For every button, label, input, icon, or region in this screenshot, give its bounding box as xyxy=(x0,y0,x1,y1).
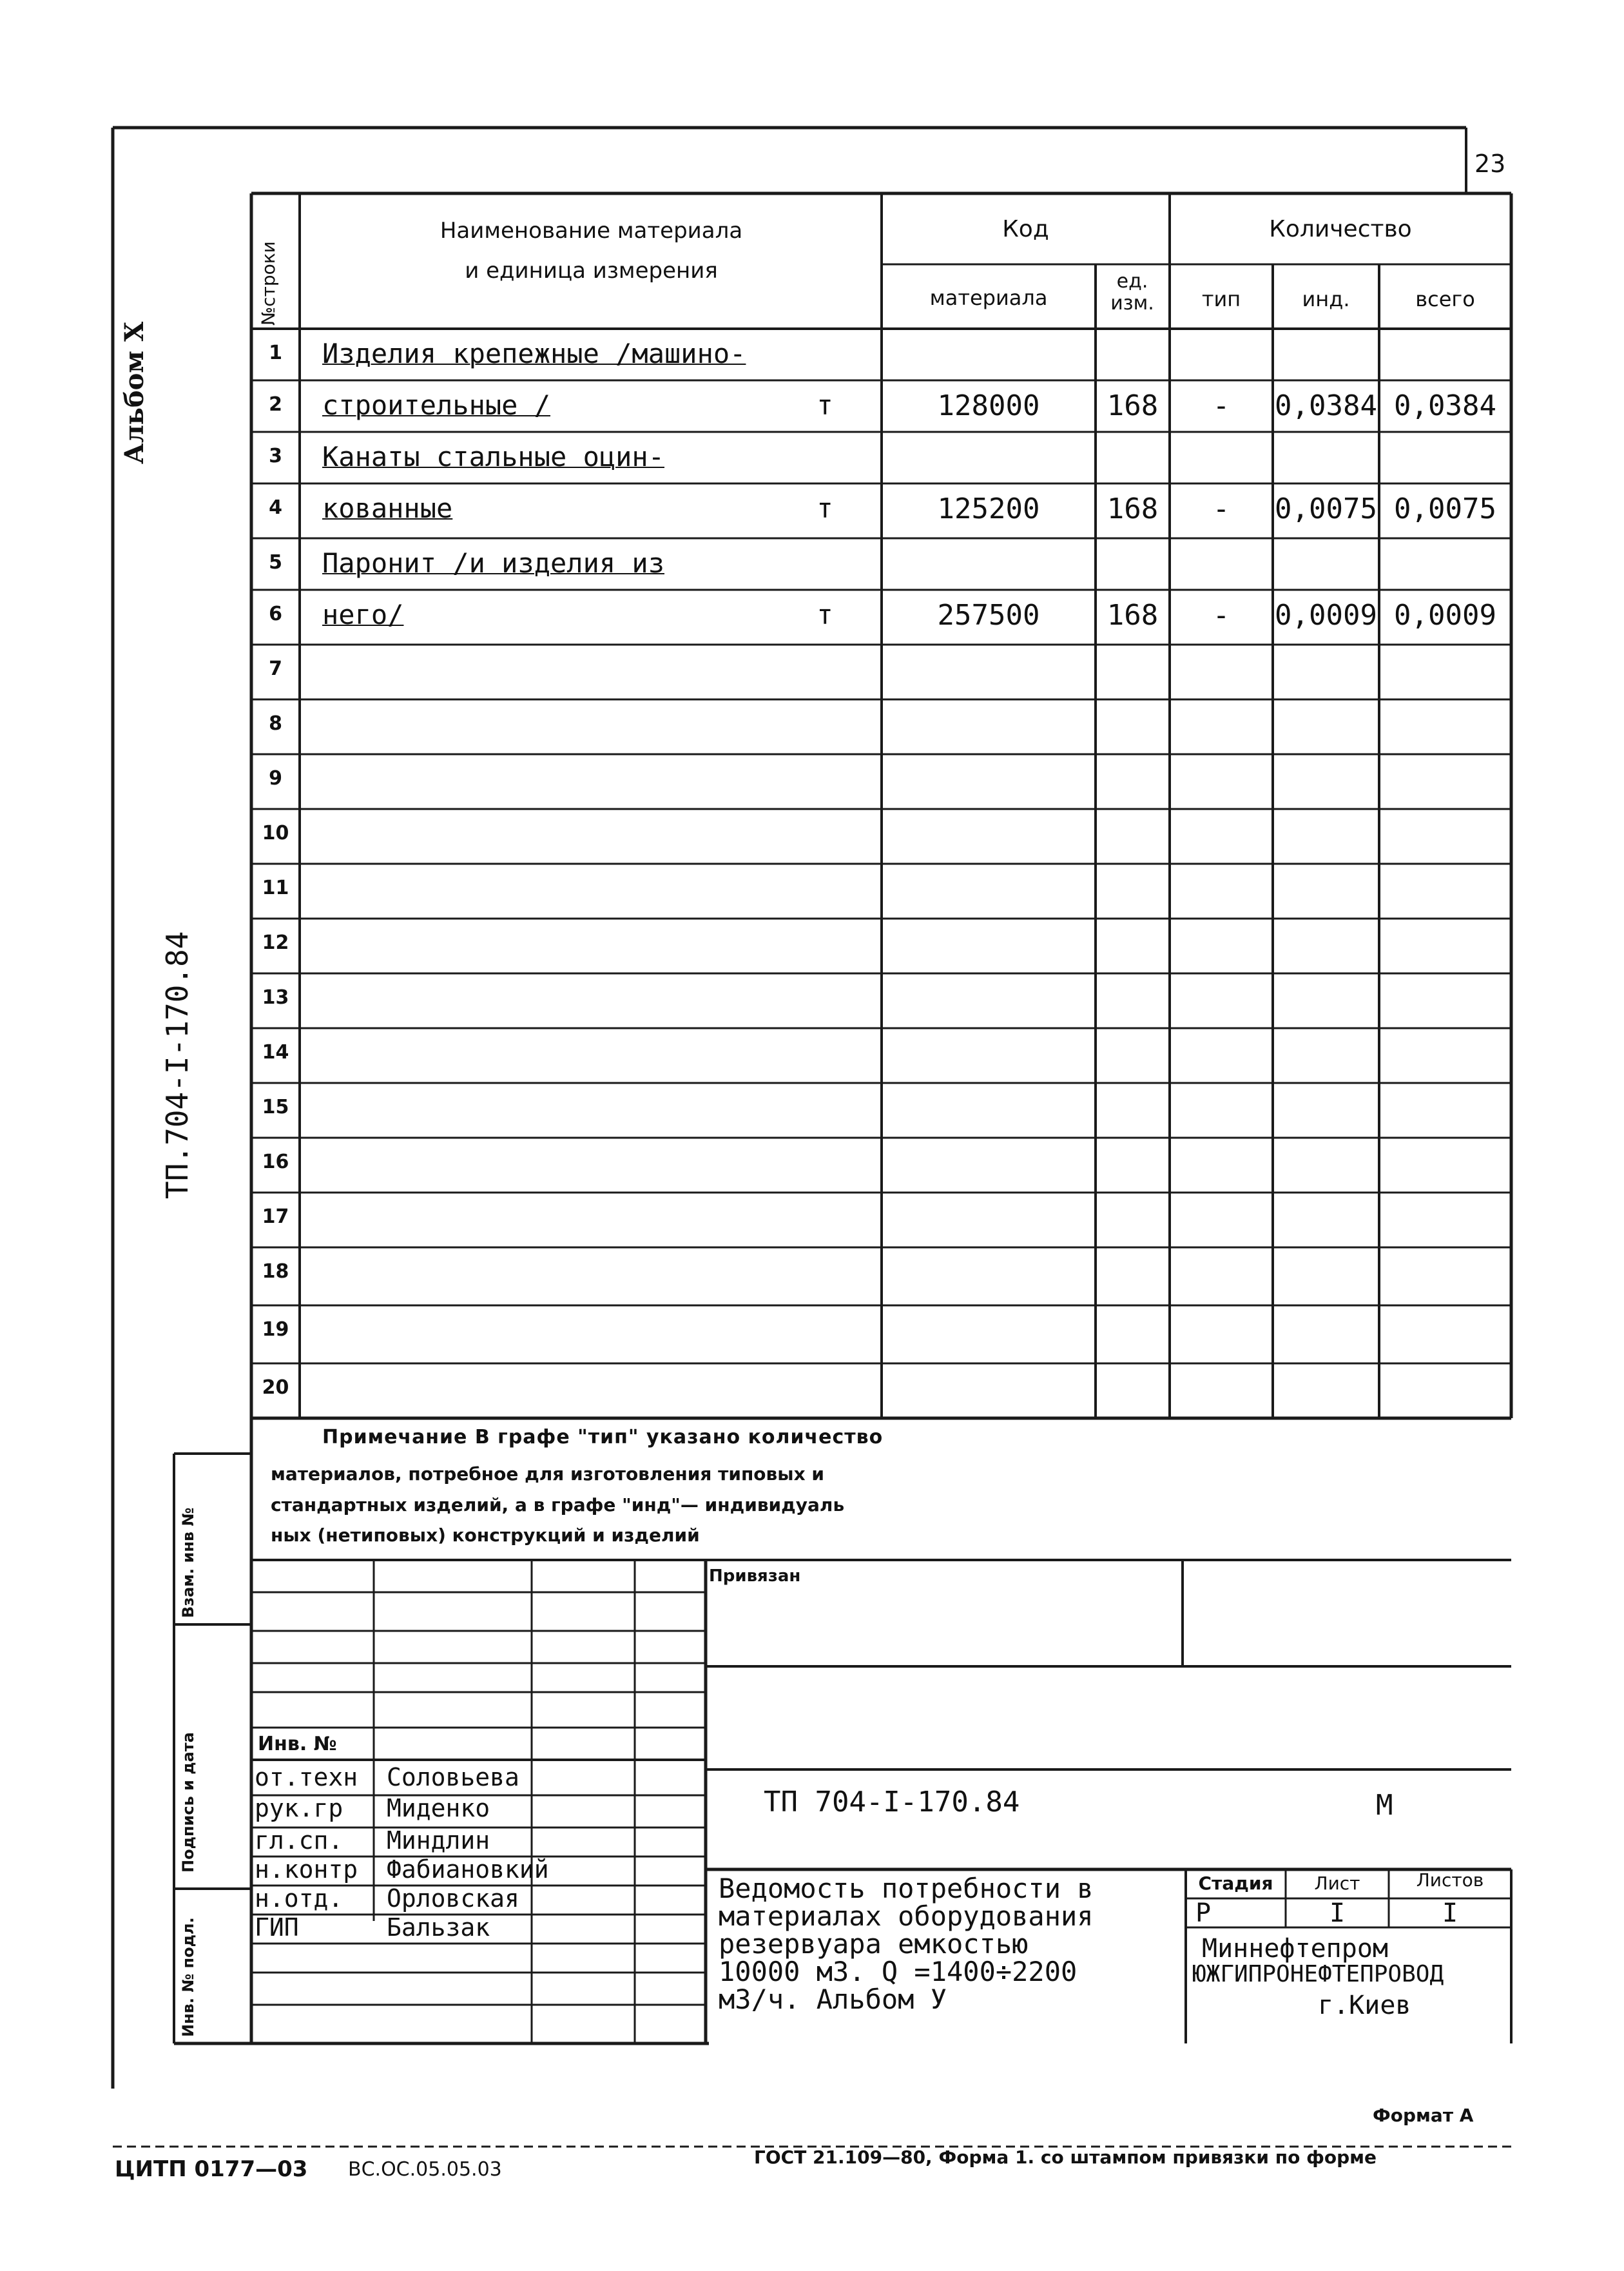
row-number: 20 xyxy=(262,1376,289,1399)
side-project-code: ТП.704-I-170.84 xyxy=(160,931,195,1199)
footer-series: ВС.ОС.05.05.03 xyxy=(348,2158,502,2181)
stage-label: Стадия xyxy=(1198,1873,1273,1894)
album-label: Альбом Х xyxy=(119,322,150,464)
cell-name: строительные / xyxy=(322,389,551,421)
cell-name: Изделия крепежные /машино- xyxy=(322,338,746,369)
row-number-header: №строки xyxy=(258,241,279,326)
footer-gost: ГОСТ 21.109—80, Форма 1. со штампом привязки по форме xyxy=(754,2147,1377,2168)
cell-material: 257500 xyxy=(937,599,1040,632)
person-role: от.техн xyxy=(255,1763,358,1791)
qty-sub-ind: инд. xyxy=(1302,287,1350,311)
stamp-label-vzam-inv: Взам. инв № xyxy=(179,1507,197,1618)
person-role: гл.сп. xyxy=(255,1826,343,1855)
cell-ind: 0,0384 xyxy=(1275,389,1377,422)
org-line-1: Миннефтепром xyxy=(1202,1934,1388,1964)
person-name: Миденко xyxy=(387,1794,490,1822)
row-number: 19 xyxy=(262,1318,289,1341)
person-name: Соловьева xyxy=(387,1763,519,1791)
cell-unit: т xyxy=(817,492,833,524)
row-number: 8 xyxy=(269,712,282,735)
cell-name: Канаты стальные оцин- xyxy=(322,441,665,473)
name-header-line1: Наименование материала xyxy=(440,218,743,244)
row-number: 13 xyxy=(262,986,289,1009)
doc-title-4: 10000 м3. Q =1400÷2200 xyxy=(719,1956,1078,1987)
row-number: 10 xyxy=(262,822,289,844)
note-line-2: материалов, потребное для изготовления типовых и xyxy=(271,1463,824,1485)
cell-total: 0,0009 xyxy=(1394,599,1496,632)
stamp-label-inv-podl: Инв. № подл. xyxy=(179,1917,197,2037)
cell-total: 0,0384 xyxy=(1394,389,1496,422)
cell-material: 125200 xyxy=(937,492,1040,525)
row-number: 18 xyxy=(262,1260,289,1283)
stage-value: Р xyxy=(1195,1898,1212,1928)
row-number: 7 xyxy=(269,658,282,680)
code-sub-unit: ед. изм. xyxy=(1110,270,1154,315)
row-number: 14 xyxy=(262,1041,289,1064)
person-name: Бальзак xyxy=(387,1913,490,1942)
doc-code: ТП 704-I-170.84 xyxy=(764,1786,1020,1818)
sheet-value: I xyxy=(1329,1898,1346,1928)
doc-title-2: материалах оборудования xyxy=(719,1900,1094,1932)
doc-title-5: м3/ч. Альбом У xyxy=(719,1983,947,2015)
format-label: Формат А xyxy=(1373,2105,1474,2126)
page-number: 23 xyxy=(1474,150,1506,178)
person-name: Орловская xyxy=(387,1884,519,1913)
inv-no-label: Инв. № xyxy=(258,1733,337,1755)
cell-ind: 0,0009 xyxy=(1275,599,1377,632)
note-line-4: ных (нетиповых) конструкций и изделий xyxy=(271,1525,700,1546)
cell-name: него/ xyxy=(322,599,404,630)
sheets-label: Листов xyxy=(1416,1869,1484,1891)
cell-total: 0,0075 xyxy=(1394,492,1496,525)
cell-material: 128000 xyxy=(937,389,1040,422)
sheets-value: I xyxy=(1442,1898,1458,1928)
person-name: Миндлин xyxy=(387,1826,490,1855)
cell-name: Паронит /и изделия из xyxy=(322,547,665,579)
doc-mark: М xyxy=(1376,1789,1393,1822)
row-number: 17 xyxy=(262,1205,289,1228)
cell-unit: т xyxy=(817,599,833,630)
row-number: 16 xyxy=(262,1151,289,1173)
cell-tip: - xyxy=(1212,492,1230,525)
cell-name: кованные xyxy=(322,492,453,524)
stamp-label-signature-date: Подпись и дата xyxy=(179,1732,197,1873)
cell-tip: - xyxy=(1212,389,1230,422)
cell-ind: 0,0075 xyxy=(1275,492,1377,525)
cell-unit: т xyxy=(817,389,833,421)
row-number: 11 xyxy=(262,877,289,899)
row-number: 4 xyxy=(269,496,282,519)
note-line-1: Примечание В графе "тип" указано количество xyxy=(322,1426,884,1448)
doc-title-1: Ведомость потребности в xyxy=(719,1873,1094,1904)
person-name: Фабиановкий xyxy=(387,1855,549,1884)
row-number: 9 xyxy=(269,767,282,790)
code-header: Код xyxy=(1002,216,1049,242)
name-header-line2: и единица измерения xyxy=(465,258,718,284)
cell-unit-code: 168 xyxy=(1107,492,1159,525)
privyazan-label: Привязан xyxy=(709,1566,801,1586)
code-sub-material: материала xyxy=(929,286,1048,310)
footer-left-code: ЦИТП 0177—03 xyxy=(115,2156,308,2182)
sheet-label: Лист xyxy=(1314,1873,1360,1894)
org-line-3: г.Киев xyxy=(1318,1991,1411,2020)
row-number: 2 xyxy=(269,393,282,416)
row-number: 1 xyxy=(269,342,282,364)
doc-title-3: резервуара емкостью xyxy=(719,1928,1029,1960)
row-number: 12 xyxy=(262,931,289,954)
person-role: н.контр xyxy=(255,1855,358,1884)
note-line-3: стандартных изделий, а в графе "инд"— индивидуаль xyxy=(271,1494,845,1516)
person-role: ГИП xyxy=(255,1913,299,1942)
row-number: 5 xyxy=(269,551,282,574)
person-role: н.отд. xyxy=(255,1884,343,1913)
cell-unit-code: 168 xyxy=(1107,389,1159,422)
qty-sub-total: всего xyxy=(1415,287,1475,311)
person-role: рук.гр xyxy=(255,1794,343,1822)
org-line-2: ЮЖГИПРОНЕФТЕПРОВОД xyxy=(1192,1961,1444,1987)
cell-unit-code: 168 xyxy=(1107,599,1159,632)
qty-sub-tip: тип xyxy=(1201,287,1241,311)
quantity-header: Количество xyxy=(1269,216,1412,242)
cell-tip: - xyxy=(1212,599,1230,632)
row-number: 6 xyxy=(269,603,282,625)
row-number: 3 xyxy=(269,445,282,467)
row-number: 15 xyxy=(262,1096,289,1118)
